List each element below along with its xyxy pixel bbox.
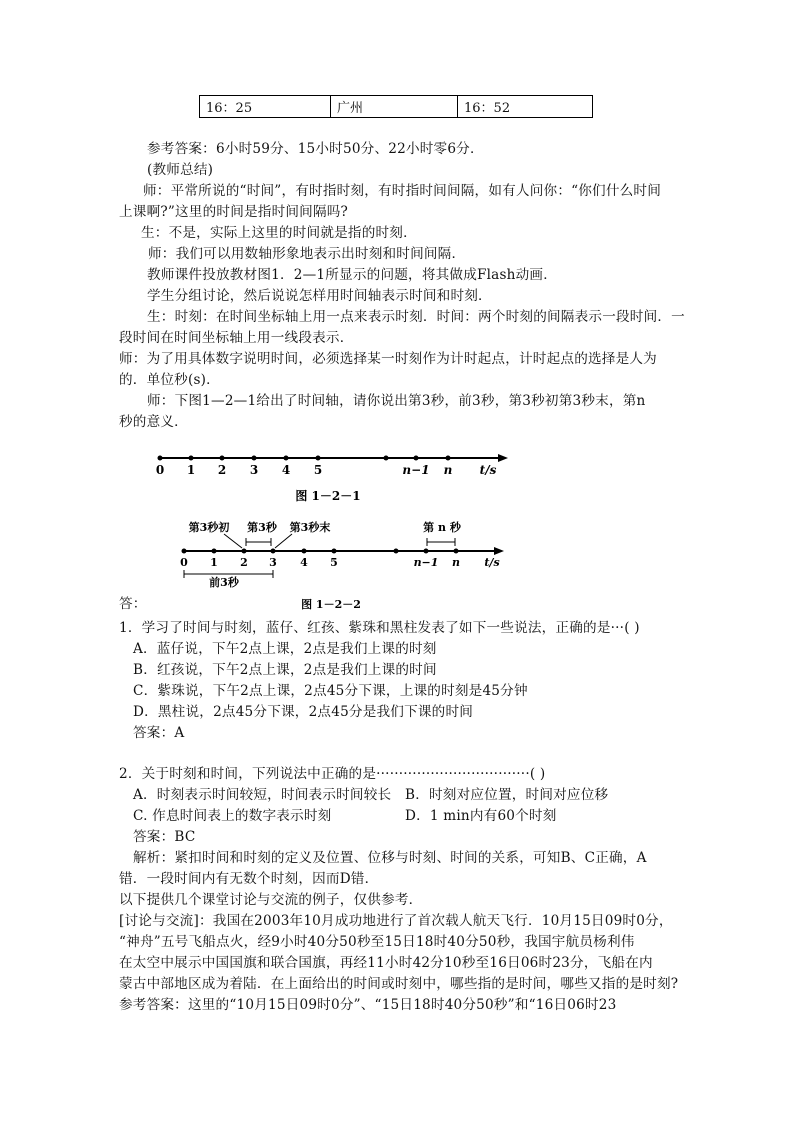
figure-1-2-1 xyxy=(150,448,510,504)
tick-label: 0 xyxy=(155,463,165,477)
axis-arrow xyxy=(498,454,508,462)
axis-tick xyxy=(189,456,194,461)
question-2-option-d: D．1 min内有60个时刻 xyxy=(405,808,557,824)
axis-tick xyxy=(242,549,247,554)
axis-tick xyxy=(220,456,225,461)
axis-tick xyxy=(454,549,459,554)
first-3-seconds-label: 前3秒 xyxy=(209,576,239,589)
axis-tick xyxy=(284,456,289,461)
paragraph-line: [讨论与交流]：我国在2003年10月成功地进行了首次载人航天飞行．10月15日09时0分， xyxy=(119,913,673,929)
axis-label: t/s xyxy=(484,556,500,569)
axis-arrow xyxy=(494,547,504,555)
question-2-answer: 答案：BC xyxy=(133,829,196,845)
reference-answer: 参考答案：6小时59分、15小时50分、22小时零6分． xyxy=(147,141,484,157)
figure-caption: 图 1－2－1 xyxy=(295,489,361,503)
tick-label: 3 xyxy=(269,556,277,569)
figure-caption: 图 1－2－2 xyxy=(301,598,361,611)
axis-tick xyxy=(316,456,321,461)
axis-tick xyxy=(302,549,307,554)
paragraph-line: 教师课件投放教材图1．2—1所显示的问题，将其做成Flash动画． xyxy=(147,267,558,283)
question-1-option-c: C．紫珠说，下午2点上课，2点45分下课，上课的时刻是45分钟 xyxy=(133,683,528,699)
schedule-table xyxy=(199,95,593,118)
pointer-line xyxy=(224,534,242,548)
paragraph-line: 师：下图1—2—1给出了时间轴，请你说出第3秒，前3秒，第3秒初第3秒末，第n xyxy=(147,393,646,409)
axis-label: t/s xyxy=(479,463,497,477)
teacher-summary-heading: (教师总结) xyxy=(147,162,214,178)
paragraph-line: 在太空中展示中国国旗和联合国旗，再经11小时42分10秒至16日06时23分，飞船在内 xyxy=(119,955,653,971)
tick-label: 1 xyxy=(210,556,218,569)
question-1-option-d: D．黑柱说，2点45分下课，2点45分是我们下课的时间 xyxy=(133,704,474,720)
question-1-stem: 1．学习了时间与时刻，蓝仔、红孩、紫珠和黑柱发表了如下一些说法，正确的是···( ) xyxy=(119,620,640,636)
start-of-3rd-second-label: 第3秒初 xyxy=(188,521,230,534)
tick-label: 1 xyxy=(186,463,196,477)
paragraph-line: 秒的意义． xyxy=(119,414,188,430)
nth-second-label: 第 n 秒 xyxy=(423,521,461,534)
tick-label: 2 xyxy=(217,463,227,477)
axis-tick xyxy=(252,456,257,461)
axis-tick xyxy=(332,549,337,554)
paragraph-line: 蒙古中部地区成为着陆．在上面给出的时间或时刻中，哪些指的是时间，哪些又指的是时刻? xyxy=(119,976,679,992)
paragraph-line: 段时间在时间坐标轴上用一线段表示． xyxy=(119,330,354,346)
answer-label: 答： xyxy=(119,596,147,612)
paragraph-line: 生：不是，实际上这里的时间就是指的时刻． xyxy=(141,225,417,241)
paragraph-line: 师：平常所说的“时间”，有时指时刻，有时指时间间隔，如有人问你：“你们什么时间 xyxy=(143,183,662,199)
question-1-option-b: B．红孩说，下午2点上课，2点是我们上课的时间 xyxy=(133,662,437,678)
table-cell: 16：52 xyxy=(458,96,593,118)
paragraph-line: 生：时刻：在时间坐标轴上用一点来表示时刻．时间：两个时刻的间隔表示一段时间．一 xyxy=(147,309,685,325)
axis-tick xyxy=(394,549,399,554)
question-2-option-b: B．时刻对应位置，时间对应位移 xyxy=(405,787,609,803)
table-cell: 16：25 xyxy=(200,96,331,118)
question-1-answer: 答案：A xyxy=(133,725,185,741)
tick-label: n xyxy=(452,556,460,569)
tick-label: 0 xyxy=(180,556,188,569)
question-1-option-a: A．蓝仔说，下午2点上课，2点是我们上课的时刻 xyxy=(133,641,437,657)
paragraph-line: 上课啊?”这里的时间是指时间间隔吗? xyxy=(119,204,349,220)
figure-1-2-2 xyxy=(176,518,512,614)
table-cell: 广州 xyxy=(331,96,458,118)
end-of-3rd-second-label: 第3秒末 xyxy=(289,521,331,534)
axis-tick xyxy=(414,456,419,461)
tick-label: 2 xyxy=(240,556,248,569)
paragraph-line: “神舟”五号飞船点火，经9小时40分50秒至15日18时40分50秒，我国宇航员杨利伟 xyxy=(119,934,635,950)
axis-tick xyxy=(384,456,389,461)
tick-label: n−1 xyxy=(402,463,430,477)
tick-label: 4 xyxy=(300,556,308,569)
tick-label: 3 xyxy=(249,463,259,477)
axis-tick xyxy=(158,456,163,461)
paragraph-line: 学生分组讨论，然后说说怎样用时间轴表示时间和时刻． xyxy=(147,288,492,304)
axis-tick xyxy=(182,549,187,554)
tick-label: 5 xyxy=(330,556,338,569)
axis-tick xyxy=(424,549,429,554)
table-row xyxy=(200,96,593,118)
axis-tick xyxy=(271,549,276,554)
paragraph-line: 参考答案：这里的“10月15日09时0分”、“15日18时40分50秒”和“16日06时23 xyxy=(119,997,617,1013)
tick-label: n−1 xyxy=(413,556,439,569)
pointer-line xyxy=(275,534,292,548)
question-2-analysis: 解析：紧扣时间和时刻的定义及位置、位移与时刻、时间的关系，可知B、C正确，A xyxy=(133,850,647,866)
paragraph-line: 以下提供几个课堂讨论与交流的例子，仅供参考． xyxy=(119,892,423,908)
tick-label: n xyxy=(443,463,453,477)
tick-label: 5 xyxy=(313,463,323,477)
question-2-analysis: 错．一段时间内有无数个时刻，因而D错． xyxy=(119,871,379,887)
question-2-stem: 2．关于时刻和时间，下列说法中正确的是··································( ) xyxy=(119,766,546,782)
axis-tick xyxy=(446,456,451,461)
axis-tick xyxy=(212,549,217,554)
question-2-option-a: A．时刻表示时间较短，时间表示时间较长 xyxy=(133,787,392,803)
paragraph-line: 师：为了用具体数字说明时间，必须选择某一时刻作为计时起点，计时起点的选择是人为 xyxy=(119,351,657,367)
paragraph-line: 师：我们可以用数轴形象地表示出时刻和时间间隔． xyxy=(148,246,466,262)
tick-label: 4 xyxy=(281,463,291,477)
paragraph-line: 的．单位秒(s)． xyxy=(119,372,220,388)
third-second-label: 第3秒 xyxy=(247,521,277,534)
question-2-option-c: C. 作息时间表上的数字表示时刻 xyxy=(133,808,332,824)
